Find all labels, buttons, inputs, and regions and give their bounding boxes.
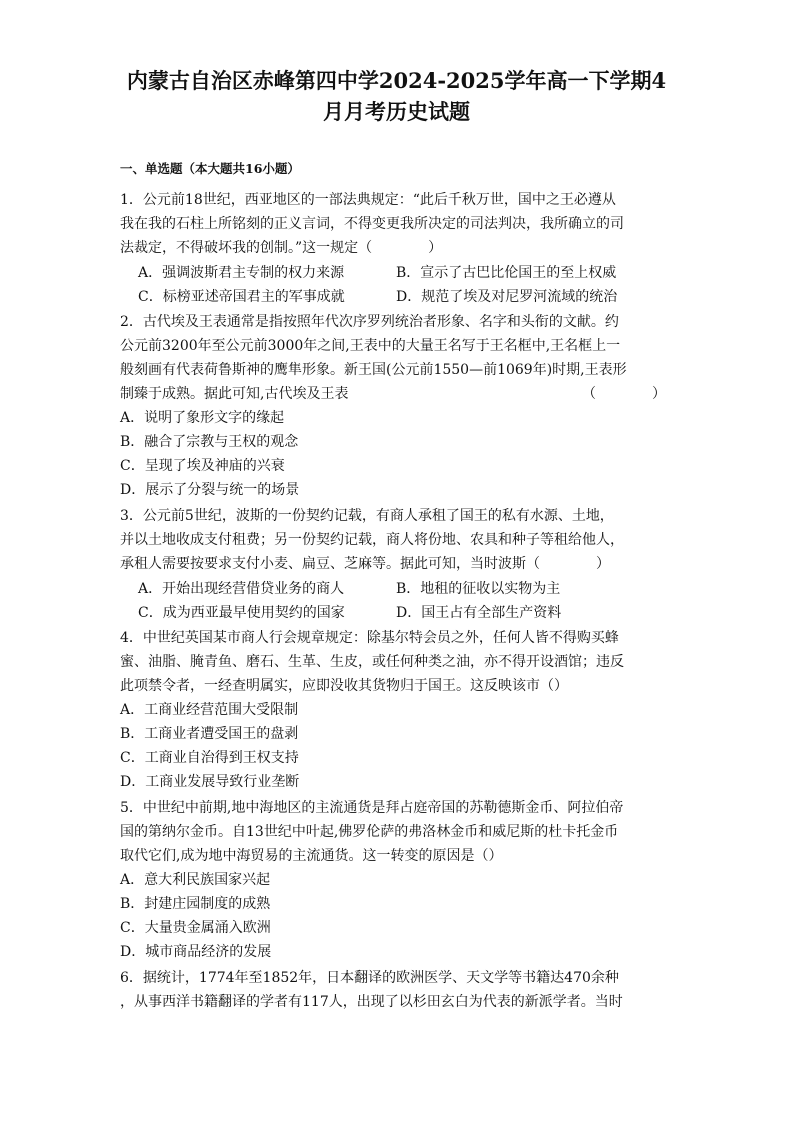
question-4-option-d[interactable]: D．工商业发展导致行业垄断 (120, 774, 300, 790)
question-2-option-b[interactable]: B．融合了宗教与王权的观念 (120, 434, 299, 450)
question-2-line-2: 公元前3200年至公元前3000年之间,王表中的大量王名写于王名框中,王名框上一 (120, 338, 621, 354)
question-1-option-c[interactable]: C．标榜亚述帝国君主的军事成就 (138, 289, 345, 305)
question-1-line-3: 法裁定，不得破坏我的创制。”这一规定（ ） (120, 240, 443, 256)
question-2-line-1: 2．古代埃及王表通常是指按照年代次序罗列统治者形象、名字和头衔的文献。约 (120, 314, 619, 330)
question-2-line-3: 般刻画有代表荷鲁斯神的鹰隼形象。新王国(公元前1550—前1069年)时期,王表形 (120, 362, 627, 378)
question-4-option-a[interactable]: A．工商业经营范围大受限制 (120, 702, 299, 718)
question-3-option-d[interactable]: D．国王占有全部生产资料 (396, 605, 562, 621)
question-5-option-c[interactable]: C．大量贵金属涌入欧洲 (120, 920, 271, 936)
question-3-line-3: 承租人需要按要求支付小麦、扁豆、芝麻等。据此可知，当时波斯（ ） (120, 556, 610, 572)
question-2-option-c[interactable]: C．呈现了埃及神庙的兴衰 (120, 458, 285, 474)
question-6-line-1: 6．据统计，1774年至1852年，日本翻译的欧洲医学、天文学等书籍达470余种 (120, 970, 619, 986)
question-1-option-d[interactable]: D．规范了埃及对尼罗河流域的统治 (396, 289, 618, 305)
question-3-option-a[interactable]: A．开始出现经营借贷业务的商人 (138, 581, 345, 597)
question-4-line-2: 蜜、油脂、腌青鱼、磨石、生革、生皮，或任何种类之油，亦不得开设酒馆；违反 (120, 654, 624, 670)
question-2-line-4: 制臻于成熟。据此可知,古代埃及王表 (120, 386, 349, 402)
question-3-line-1: 3．公元前5世纪，波斯的一份契约记载，有商人承租了国王的私有水源、土地， (120, 508, 614, 524)
question-5-line-2: 国的第纳尔金币。自13世纪中叶起,佛罗伦萨的弗洛林金币和威尼斯的杜卡托金币 (120, 824, 619, 840)
question-4-line-1: 4．中世纪英国某市商人行会规章规定：除基尔特会员之外，任何人皆不得购买蜂 (120, 630, 619, 646)
question-1-line-1: 1．公元前18世纪，西亚地区的一部法典规定：“此后千秋万世，国中之王必遵从 (120, 192, 616, 208)
question-5-option-d[interactable]: D．城市商品经济的发展 (120, 944, 272, 960)
question-5-line-1: 5．中世纪中前期,地中海地区的主流通货是拜占庭帝国的苏勒德斯金币、阿拉伯帝 (120, 800, 624, 816)
question-3-option-c[interactable]: C．成为西亚最早使用契约的国家 (138, 605, 345, 621)
exam-title-line-2: 月月考历史试题 (323, 99, 470, 124)
section-heading: 一、单选题（本大题共16小题） (120, 161, 300, 176)
question-1-line-2: 我在我的石柱上所铭刻的正义言词，不得变更我所决定的司法判决，我所确立的司 (120, 216, 624, 232)
question-5-option-b[interactable]: B．封建庄园制度的成熟 (120, 896, 271, 912)
question-3-option-b[interactable]: B．地租的征收以实物为主 (396, 581, 561, 597)
answer-bracket: （ ） (582, 386, 666, 402)
question-5-line-3: 取代它们,成为地中海贸易的主流通货。这一转变的原因是（） (120, 848, 503, 864)
question-4-option-b[interactable]: B．工商业者遭受国王的盘剥 (120, 726, 299, 742)
question-4-line-3: 此项禁令者，一经查明属实，应即没收其货物归于国王。这反映该市（） (120, 678, 568, 694)
question-2-option-d[interactable]: D．展示了分裂与统一的场景 (120, 482, 300, 498)
question-2-option-a[interactable]: A．说明了象形文字的缘起 (120, 410, 285, 426)
question-1-option-a[interactable]: A．强调波斯君主专制的权力来源 (138, 265, 345, 281)
question-5-option-a[interactable]: A．意大利民族国家兴起 (120, 872, 271, 888)
exam-title-line-1: 内蒙古自治区赤峰第四中学2024-2025学年高一下学期4 (126, 68, 667, 93)
question-4-option-c[interactable]: C．工商业自治得到王权支持 (120, 750, 299, 766)
question-1-option-b[interactable]: B．宣示了古巴比伦国王的至上权威 (396, 265, 617, 281)
question-3-line-2: 并以土地收成支付租费；另一份契约记载，商人将份地、农具和种子等租给他人， (120, 532, 624, 548)
question-6-line-2: ，从事西洋书籍翻译的学者有117人，出现了以杉田玄白为代表的新派学者。当时 (120, 994, 623, 1010)
